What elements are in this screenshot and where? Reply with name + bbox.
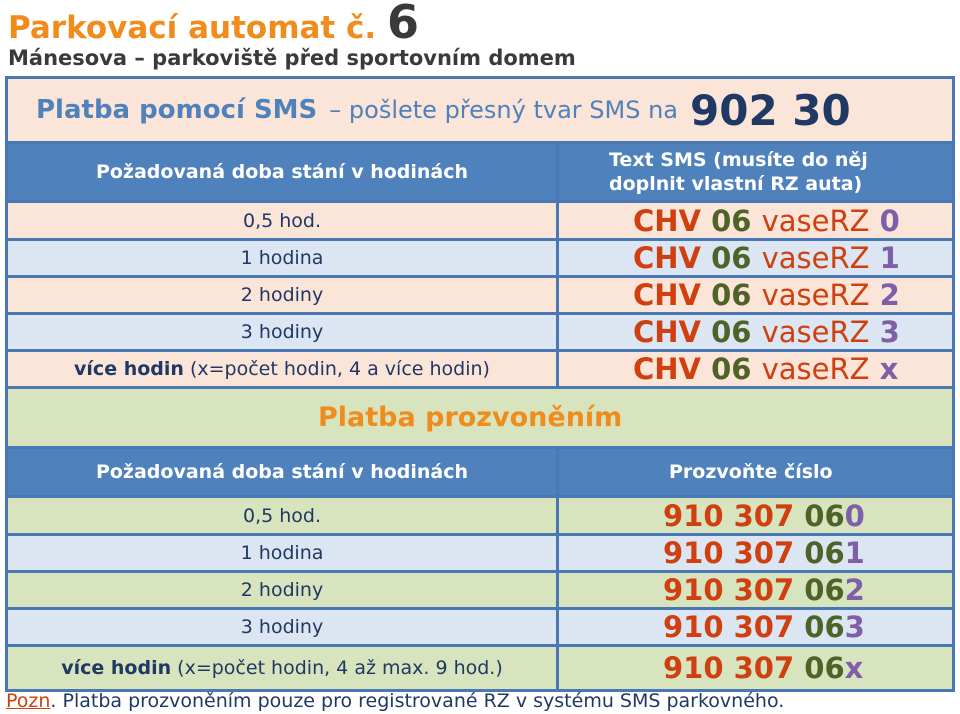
sms-col-text <box>559 144 952 200</box>
duration-label: více hodin <box>61 657 172 679</box>
code-part: 0 <box>879 203 900 238</box>
call-row-number <box>559 573 952 607</box>
call-row-duration <box>8 536 556 570</box>
phone-part: 06 <box>804 573 845 607</box>
phone-part: 06 <box>804 536 845 570</box>
sms-row-code <box>559 203 952 238</box>
phone-part: 910 307 <box>663 498 795 533</box>
phone-part: 910 307 <box>663 573 795 607</box>
call-row-duration <box>8 573 556 607</box>
call-row-number <box>559 610 952 644</box>
sms-heading <box>8 79 952 141</box>
sms-col-text-line2: doplnit vlastní RZ auta) <box>609 173 863 195</box>
call-row-number <box>559 498 952 533</box>
sms-heading-rest: – pošlete přesný tvar SMS na <box>329 96 678 124</box>
sms-heading-bold: Platba pomocí SMS <box>36 95 318 125</box>
duration-label: 3 hodiny <box>240 616 324 638</box>
duration-label: 1 hodina <box>240 247 324 269</box>
code-part: vaseRZ <box>761 278 870 312</box>
code-part: 2 <box>879 278 900 312</box>
sms-col-duration: Požadovaná doba stání v hodinách <box>8 144 556 200</box>
title-prefix: Parkovací automat č. <box>8 10 377 46</box>
title-number: 6 <box>386 0 419 49</box>
sms-row-duration <box>8 203 556 238</box>
sms-row-duration <box>8 315 556 349</box>
code-part: 06 <box>711 203 752 238</box>
duration-label: 2 hodiny <box>240 284 324 306</box>
code-part: 06 <box>711 278 752 312</box>
duration-note: (x=počet hodin, 4 až max. 9 hod.) <box>177 657 503 679</box>
sms-col-text-line1: Text SMS (musíte do něj <box>609 149 868 171</box>
footnote-text: . Platba prozvoněním pouze pro registrované RZ v systému SMS parkovného. <box>50 690 785 712</box>
call-row-duration <box>8 647 556 689</box>
call-row-duration <box>8 610 556 644</box>
phone-part: 06 <box>804 610 845 644</box>
page-subtitle: Mánesova – parkoviště před sportovním domem <box>8 46 576 70</box>
sms-row-code <box>559 278 952 312</box>
sms-row-duration <box>8 241 556 275</box>
phone-part: x <box>844 651 864 685</box>
duration-label: 2 hodiny <box>240 579 324 601</box>
phone-part: 3 <box>844 610 865 644</box>
code-part: CHV <box>633 315 701 349</box>
footnote-label: Pozn <box>6 690 51 712</box>
call-heading <box>8 389 952 446</box>
phone-part: 2 <box>844 573 865 607</box>
code-part: 3 <box>879 315 900 349</box>
code-part: 06 <box>711 315 752 349</box>
sms-row-code <box>559 315 952 349</box>
page-title <box>8 0 419 50</box>
phone-part: 910 307 <box>663 536 795 570</box>
info-table <box>5 76 955 692</box>
sms-row-duration <box>8 352 556 386</box>
code-part: 06 <box>711 241 752 275</box>
code-part: vaseRZ <box>761 315 870 349</box>
duration-note: (x=počet hodin, 4 a více hodin) <box>189 358 490 380</box>
footnote <box>6 690 784 712</box>
call-row-number <box>559 647 952 689</box>
code-part: CHV <box>633 352 701 386</box>
duration-label: 0,5 hod. <box>242 504 322 527</box>
sms-number: 902 30 <box>690 85 851 135</box>
code-part: vaseRZ <box>761 203 870 238</box>
duration-label: 3 hodiny <box>240 321 324 343</box>
code-part: vaseRZ <box>761 241 870 275</box>
code-part: CHV <box>633 241 701 275</box>
phone-part: 0 <box>844 498 865 533</box>
duration-label: 1 hodina <box>240 542 324 564</box>
call-col-number: Prozvoňte číslo <box>559 449 952 495</box>
phone-part: 06 <box>804 498 845 533</box>
phone-part: 910 307 <box>663 651 795 685</box>
duration-label: více hodin <box>74 358 184 380</box>
sms-row-code <box>559 241 952 275</box>
call-row-number <box>559 536 952 570</box>
call-row-duration <box>8 498 556 533</box>
duration-label: 0,5 hod. <box>242 209 322 232</box>
code-part: CHV <box>633 278 701 312</box>
code-part: 1 <box>879 241 900 275</box>
call-heading-text: Platba prozvoněním <box>318 402 623 433</box>
code-part: x <box>879 352 899 386</box>
sms-row-code <box>559 352 952 386</box>
phone-part: 1 <box>844 536 865 570</box>
call-col-duration: Požadovaná doba stání v hodinách <box>8 449 556 495</box>
phone-part: 06 <box>804 651 845 685</box>
phone-part: 910 307 <box>663 610 795 644</box>
code-part: 06 <box>711 352 752 386</box>
sms-row-duration <box>8 278 556 312</box>
code-part: vaseRZ <box>761 352 870 386</box>
code-part: CHV <box>633 203 701 238</box>
